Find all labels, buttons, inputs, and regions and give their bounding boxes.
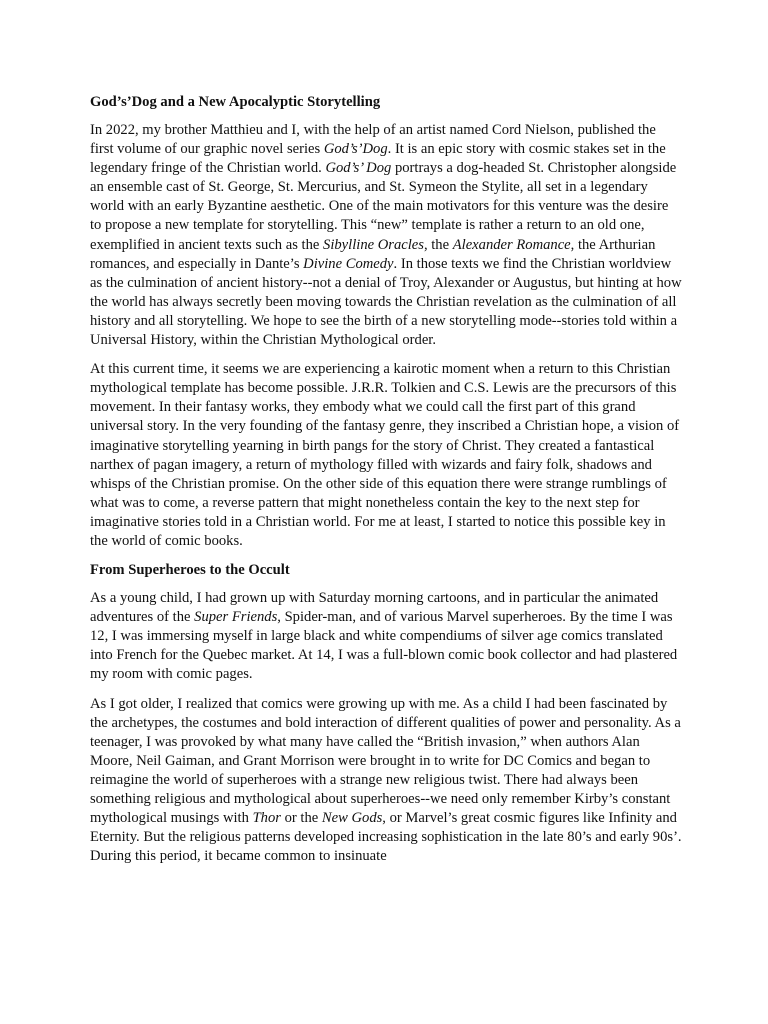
title-divine-comedy: Divine Comedy	[303, 255, 394, 272]
paragraph-2: At this current time, it seems we are experiencing a kairotic moment when a return to this Christian mythological template has become possible. J.R.R. Tolkien and C.S. Lewis are the precursors of this movement. In their fantasy works, they embody what we could call the first part of this grand universal story. In the very founding of the fantasy genre, they inscribed a Christian hope, a vision of imaginative storytelling yearning in birth pangs for the story of Christ. They created a fantastical narthex of pagan imagery, a return of mythology filled with wizards and fairy folk, shadows and whisps of the Christian promise. On the other side of this equation there were strange rumblings of what was to come, a reverse pattern that might nonetheless contain the key to the next step for imaginative stories told in a Christian world. For me at least, I started to notice this possible key in the world of comic books.	[90, 361, 680, 549]
paragraph-4: As I got older, I realized that comics were growing up with me. As a child I had been fascinated by the archetypes, the costumes and bold interaction of different qualities of power and personality. As a teenager, I was provoked by what many have called the “British invasion,” when authors Alan Moore, Neil Gaiman, and Grant Morrison were brought in to write for DC Comics and began to reimagine the world of superheroes with a strange new religious twist. There had always been something religious and mythological about superheroes--we need only remember Kirby’s constant mythological musings with Thor or the New Gods, or Marvel’s great cosmic figures like Infinity and Eternity. But the religious patterns developed increasing sophistication in the late 80’s and early 90s’. During this period, it became common to insinuate	[90, 695, 682, 865]
heading-superheroes-occult: From Superheroes to the Occult	[90, 562, 290, 579]
title-gods-dog: God’s’Dog	[323, 141, 388, 158]
title-thor: Thor	[252, 810, 281, 827]
title-super-friends: Super Friends	[194, 609, 278, 626]
heading-gods-dog: God’s’Dog and a New Apocalyptic Storytelling	[90, 94, 381, 110]
title-alexander-romance: Alexander Romance	[452, 236, 571, 253]
title-sibylline-oracles: Sibylline Oracles	[323, 236, 424, 253]
title-gods-dog-2: God’s’ Dog	[325, 160, 392, 177]
paragraph-1: In 2022, my brother Matthieu and I, with the help of an artist named Cord Nielson, published the first volume of our graphic novel series God’s’Dog. It is an epic story with cosmic stakes set in the legendary fringe of the Christian world. God’s’ Dog portrays a dog-headed St. Christopher alongside an ensemble cast of St. George, St. Mercurius, and St. Symeon the Stylite, all set in a legendary world with an early Byzantine aesthetic. One of the main motivators for this venture was the desire to propose a new template for storytelling. This “new” template is rather a return to an old one, exemplified in ancient texts such as the Sibylline Oracles, the Alexander Romance, the Arthurian romances, and especially in Dante’s Divine Comedy. In those texts we find the Christian worldview as the culmination of ancient history--not a denial of Troy, Alexander or Augustus, but hinting at how the world has always secretly been moving towards the Christian revelation as the culmination of all history and all storytelling. We hope to see the birth of a new storytelling mode--stories told within a Universal History, within the Christian Mythological order.	[90, 122, 682, 349]
paragraph-3: As a young child, I had grown up with Saturday morning cartoons, and in particular the animated adventures of the Super Friends, Spider-man, and of various Marvel superheroes. By the time I was 12, I was immersing myself in large black and white compendiums of silver age comics translated into French for the Quebec market. At 14, I was a full-blown comic book collector and had plastered my room with comic pages.	[90, 590, 678, 683]
document-page	[90, 93, 682, 876]
title-new-gods: New Gods	[321, 810, 383, 827]
